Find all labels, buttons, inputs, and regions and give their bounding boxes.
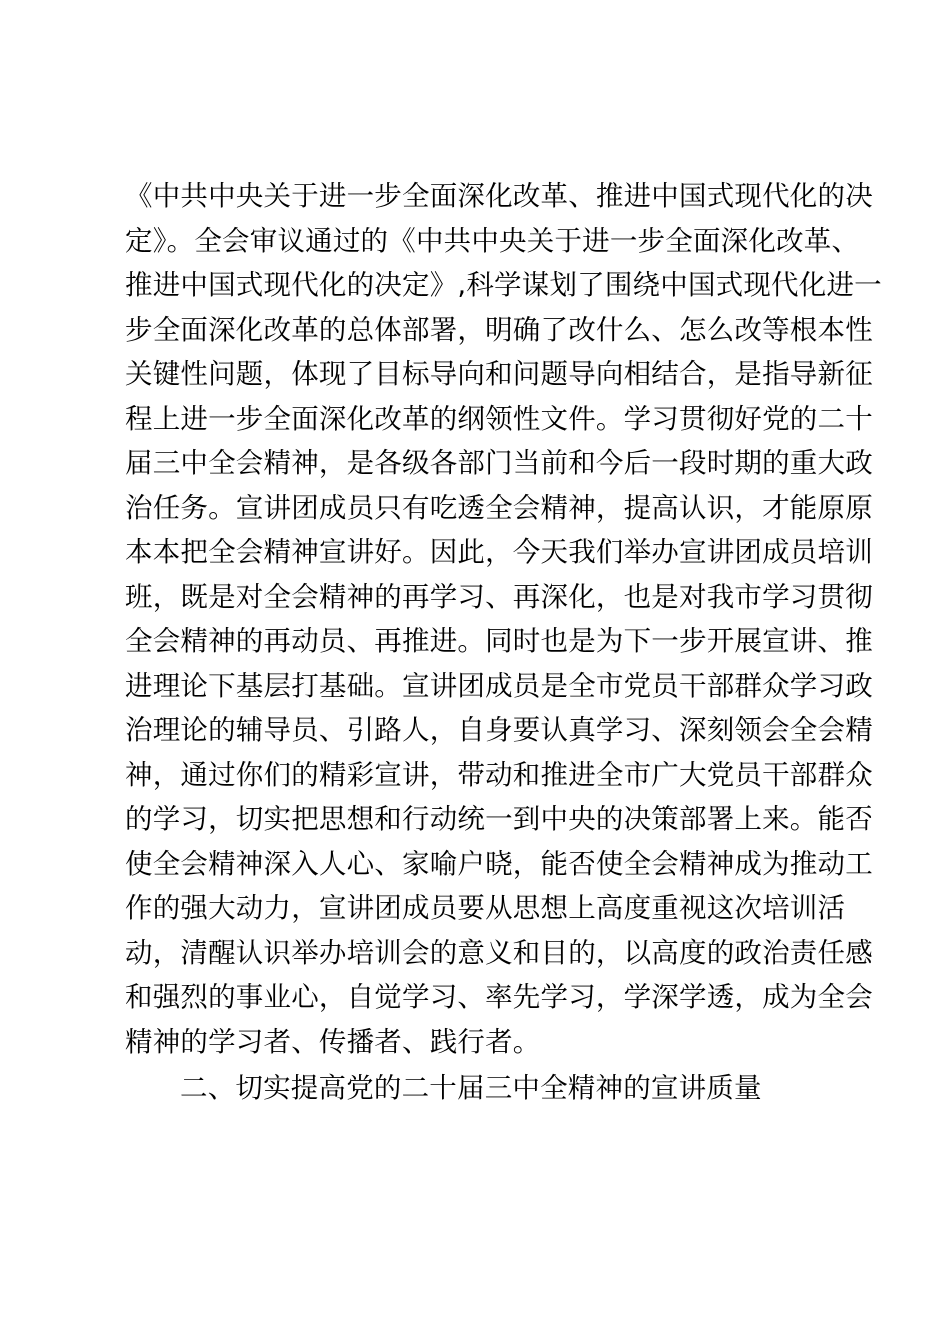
paragraph-line: 作的强大动力，宣讲团成员要从思想上高度重视这次培训活 xyxy=(125,892,846,924)
paragraph-line: 《中共中央关于进一步全面深化改革、推进中国式现代化的决 xyxy=(125,180,873,212)
paragraph-line: 动，清醒认识举办培训会的意义和目的，以高度的政治责任感 xyxy=(125,937,873,969)
section-heading: 二、切实提高党的二十届三中全精神的宣讲质量 xyxy=(180,1072,762,1104)
paragraph-line: 推进中国式现代化的决定》,科学谋划了围绕中国式现代化进一 xyxy=(125,269,882,301)
paragraph-line: 和强烈的事业心，自觉学习、率先学习，学深学透，成为全会 xyxy=(125,981,873,1013)
paragraph-line: 使全会精神深入人心、家喻户晓，能否使全会精神成为推动工 xyxy=(125,848,873,880)
paragraph-line: 治任务。宣讲团成员只有吃透全会精神，提高认识，才能原原 xyxy=(125,492,873,524)
paragraph-line: 全会精神的再动员、再推进。同时也是为下一步开展宣讲、推 xyxy=(125,625,873,657)
paragraph-line: 步全面深化改革的总体部署，明确了改什么、怎么改等根本性 xyxy=(125,314,873,346)
paragraph-line: 进理论下基层打基础。宣讲团成员是全市党员干部群众学习政 xyxy=(125,670,873,702)
paragraph-line: 程上进一步全面深化改革的纲领性文件。学习贯彻好党的二十 xyxy=(125,403,873,435)
paragraph-line: 本本把全会精神宣讲好。因此，今天我们举办宣讲团成员培训 xyxy=(125,536,873,568)
paragraph-line: 治理论的辅导员、引路人，自身要认真学习、深刻领会全会精 xyxy=(125,714,873,746)
paragraph-line: 的学习，切实把思想和行动统一到中央的决策部署上来。能否 xyxy=(125,803,873,835)
paragraph-line: 精神的学习者、传播者、践行者。 xyxy=(125,1026,541,1058)
paragraph-line: 神，通过你们的精彩宣讲，带动和推进全市广大党员干部群众 xyxy=(125,759,873,791)
paragraph-line: 班，既是对全会精神的再学习、再深化，也是对我市学习贯彻 xyxy=(125,581,873,613)
paragraph-line: 届三中全会精神，是各级各部门当前和今后一段时期的重大政 xyxy=(125,447,873,479)
paragraph-line: 定》。全会审议通过的《中共中央关于进一步全面深化改革、 xyxy=(125,225,860,257)
paragraph-line: 关键性问题，体现了目标导向和问题导向相结合，是指导新征 xyxy=(125,358,873,390)
